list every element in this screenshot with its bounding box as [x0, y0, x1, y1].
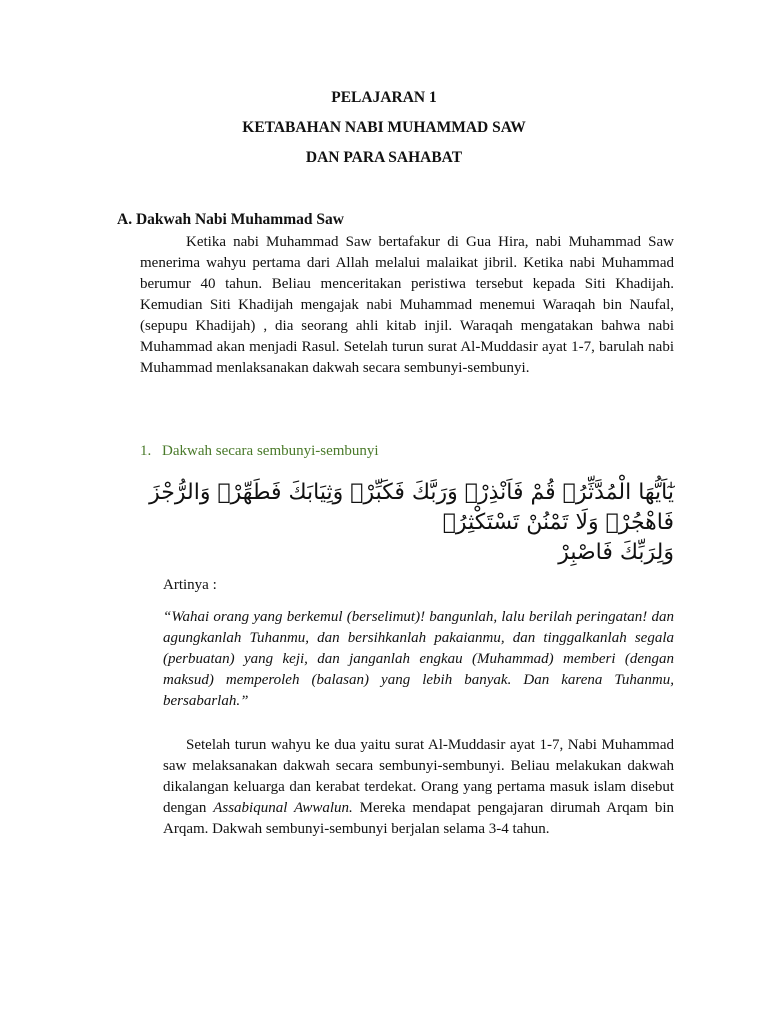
subsection-number: 1. — [140, 443, 152, 459]
section-a-paragraph: Ketika nabi Muhammad Saw bertafakur di Gua Hira, nabi Muhammad Saw menerima wahyu pertama dari Allah melalui malaikat jibril. Ketika nabi Muhammad berumur 40 tahun. Beliau menceritakan peristiwa tersebut kepada Siti Khadijah. Kemudian Siti Khadijah mengajak nabi Muhammad menemui Waraqah bin Naufal, (sepupu Khadijah) , dia seorang ahli kitab injil. Waraqah mengatakan bahwa nabi Muhammad akan menjadi Rasul. Setelah turun surat Al-Muddasir ayat 1-7, barulah nabi Muhammad menlaksanakan dakwah secara sembunyi-sembunyi. — [140, 234, 674, 376]
quran-verse-line-2: فَاهْجُرْۖ وَلَا تَمْنُنْ تَسْتَكْثِرُۖ — [442, 510, 674, 535]
subsection-1-heading — [140, 443, 379, 460]
lesson-title-block — [0, 88, 768, 178]
hidden-dakwah-paragraph — [163, 735, 674, 840]
paragraph-text-part-2: Mereka mendapat pengajaran dirumah Arqam bin Arqam. Dakwah sembunyi-sembunyi berjalan selama 3-4 tahun. — [163, 800, 675, 837]
section-a-heading: A. Dakwah Nabi Muhammad Saw — [117, 211, 344, 228]
quran-verse — [140, 478, 674, 568]
quran-verse-line-3: وَلِرَبِّكَ فَاصْبِرْ — [558, 540, 674, 565]
quran-verse-line-1: يٰٓاَيُّهَا الْمُدَّثِّرُۙ قُمْ فَاَنْذِرْۖ وَرَبَّكَ فَكَبِّرْۖ وَثِيَابَكَ فَطَهِّرْۖ وَالرُّجْزَ — [149, 480, 674, 505]
lesson-title: KETABAHAN NABI MUHAMMAD SAW — [242, 119, 526, 136]
subsection-title: Dakwah secara sembunyi-sembunyi — [162, 443, 379, 459]
translation-label: Artinya : — [163, 577, 217, 593]
verse-translation: “Wahai orang yang berkemul (berselimut)! bangunlah, lalu berilah peringatan! dan agungkanlah Tuhanmu, dan bersihkanlah pakaianmu, dan tinggalkanlah segala (perbuatan) yang keji, dan janganlah engkau (Muhammad) memberi (dengan maksud) memperoleh (balasan) yang lebih banyak. Dan karena Tuhanmu, bersabarlah.” — [163, 609, 674, 709]
assabiqunal-awwalun-term: Assabiqunal Awwalun. — [213, 800, 353, 816]
paragraph-text-part-1: Setelah turun wahyu ke dua yaitu surat Al-Muddasir ayat 1-7, Nabi Muhammad saw melaksanakan dakwah secara sembunyi-sembunyi. Beliau melakukan dakwah dikalangan keluarga dan kerabat terdekat. Orang yang pertama masuk islam disebut dengan — [163, 737, 674, 816]
lesson-number: PELAJARAN 1 — [331, 89, 437, 106]
lesson-subtitle: DAN PARA SAHABAT — [305, 149, 463, 166]
